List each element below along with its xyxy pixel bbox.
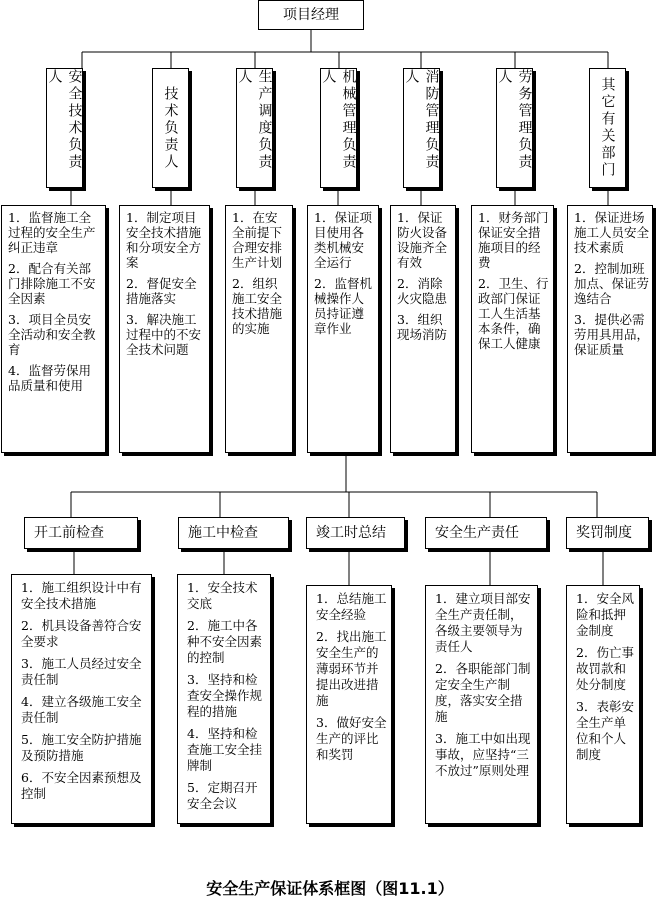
head-fire: 消防管理负责人 (403, 68, 440, 188)
duty-item: 2．督促安全措施落实 (126, 276, 197, 306)
duty-box-others (567, 205, 653, 453)
detail-item: 1．施工组织设计中有安全技术措施 (21, 580, 142, 611)
detail-item: 1．总结施工安全经验 (316, 591, 387, 622)
duty-item: 2．配合有关部门排除施工不安全因素 (8, 261, 96, 306)
duty-box-machinery (307, 205, 379, 453)
detail-box-responsibility (425, 585, 538, 824)
detail-box-in-progress (177, 574, 271, 824)
detail-item: 3．坚持和检查安全操作规程的措施 (187, 672, 263, 719)
detail-item: 1．安全技术交底 (187, 580, 258, 611)
head-labor: 劳务管理负责人 (496, 68, 533, 188)
duty-item: 2．控制加班加点、保证劳逸结合 (574, 261, 650, 306)
detail-item: 4．建立各级施工安全责任制 (21, 694, 142, 725)
duty-box-labor (471, 205, 554, 453)
head-machinery: 机械管理负责人 (320, 68, 357, 188)
detail-item: 3．做好安全生产的评比和奖罚 (316, 715, 387, 762)
section-in-progress-check: 施工中检查 (178, 517, 289, 549)
detail-item: 4．坚持和检查施工安全挂牌制 (187, 726, 263, 773)
duty-box-technical (119, 205, 210, 453)
duty-item: 1．监督施工全过程的安全生产纠正违章 (8, 210, 96, 255)
section-pre-start-check: 开工前检查 (24, 517, 138, 549)
detail-item: 1．安全风险和抵押金制度 (576, 591, 634, 638)
detail-item: 2．找出施工安全生产的薄弱环节并提出改进措施 (316, 629, 387, 708)
duty-item: 1．保证防火设备设施齐全有效 (397, 210, 448, 270)
duty-item: 2．监督机械操作人员持证遵章作业 (314, 276, 372, 336)
duty-item: 1．保证项目使用各类机械安全运行 (314, 210, 372, 270)
head-safety-tech: 安全技术负责人 (46, 68, 83, 188)
section-reward-penalty: 奖罚制度 (566, 517, 649, 549)
detail-item: 5．施工安全防护措施及预防措施 (21, 732, 142, 763)
project-manager-box: 项目经理 (258, 0, 364, 30)
section-completion-summary: 竣工时总结 (306, 517, 405, 549)
detail-box-pre-start (11, 574, 152, 824)
detail-item: 1．建立项目部安全生产责任制，各级主要领导为责任人 (435, 591, 531, 654)
duty-item: 1．财务部门保证安全措施项目的经费 (478, 210, 549, 270)
duty-item: 4．监督劳保用品质量和使用 (8, 363, 91, 393)
duty-item: 3．组织现场消防 (397, 312, 448, 342)
duty-item: 1．在安全前提下合理安排生产计划 (232, 210, 283, 270)
detail-item: 3．表彰安全生产单位和个人制度 (576, 699, 634, 762)
duty-item: 3．解决施工过程中的不安全技术问题 (126, 312, 202, 357)
duty-box-safety-tech (1, 205, 106, 453)
duty-item: 1．保证进场施工人员安全技术素质 (574, 210, 650, 255)
duty-item: 3．项目全员安全活动和安全教育 (8, 312, 96, 357)
duty-item: 3．提供必需劳用具用品，保证质量 (574, 312, 650, 357)
detail-item: 2．机具设备善符合安全要求 (21, 618, 142, 649)
detail-item: 3．施工中如出现事故，应坚持“三不放过”原则处理 (435, 731, 531, 778)
detail-item: 5．定期召开安全会议 (187, 780, 258, 811)
duty-item: 2．卫生、行政部门保证工人生活基本条件，确保工人健康 (478, 276, 549, 351)
detail-item: 6．不安全因素预想及控制 (21, 770, 142, 801)
duty-item: 1．制定项目安全技术措施和分项安全方案 (126, 210, 202, 270)
detail-item: 3．施工人员经过安全责任制 (21, 656, 142, 687)
duty-box-production (225, 205, 293, 453)
head-production: 生产调度负责人 (236, 68, 273, 188)
duty-item: 2．消除火灾隐患 (397, 276, 448, 306)
duty-item: 2．组织施工安全技术措施的实施 (232, 276, 283, 336)
head-others: 其它有关部门 (589, 68, 626, 188)
section-safety-responsibility: 安全生产责任 (425, 517, 547, 549)
detail-item: 2．伤亡事故罚款和处分制度 (576, 645, 634, 692)
head-technical: 技术负责人 (152, 68, 189, 188)
detail-item: 2．各职能部门制定安全生产制度，落实安全措施 (435, 661, 531, 724)
detail-box-reward-penalty (566, 585, 640, 824)
figure-caption: 安全生产保证体系框图（图11.1） (206, 879, 454, 898)
detail-box-completion (306, 585, 392, 824)
detail-item: 2．施工中各种不安全因素的控制 (187, 618, 263, 665)
duty-box-fire (390, 205, 456, 453)
